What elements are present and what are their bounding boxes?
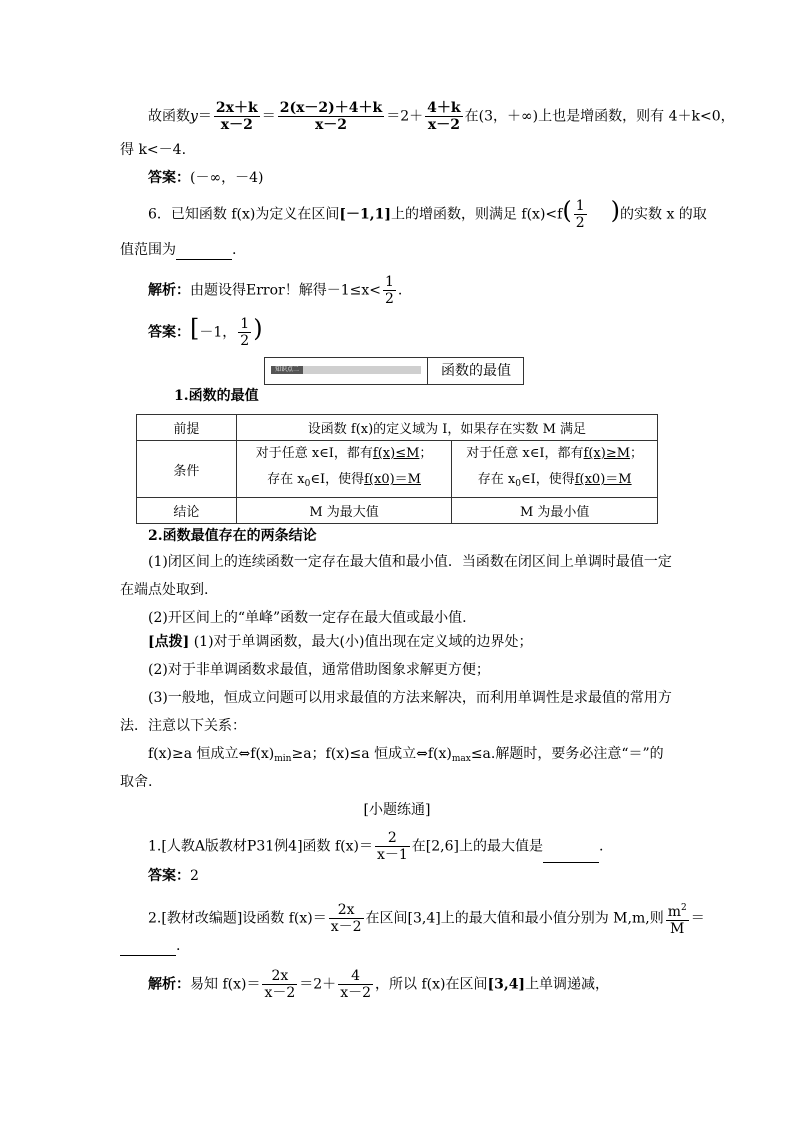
table-row [137,415,658,441]
text: ＝2＋ [299,976,337,993]
psol2-fraction-2 [338,968,373,1001]
q6-interval: [－1,1] [339,206,391,223]
fraction-numerator: 2x [262,968,297,985]
equals-sign: ＝ [197,108,212,125]
banner-title: 函数的最值 [441,363,511,379]
practice-question-1 [148,830,603,863]
tip-text: (1)对于单调函数，最大(小)值出现在定义域的边界处； [189,634,533,650]
paragraph: (3)一般地，恒成立问题可以用求最值的方法来解决，而利用单调性是求最值的常用方 [148,690,672,706]
solution-label: 解析： [148,976,190,993]
subscript-min: min [274,754,292,764]
fraction-denominator: 2 [385,291,394,307]
bracket-open: [ [190,314,200,343]
superscript: 2 [680,903,687,913]
underlined-text: f(x0)＝M [574,472,632,487]
fraction-2 [278,100,385,133]
table-cell-label: 结论 [137,498,237,524]
banner-bar [271,366,421,374]
text: ≥a；f(x)≤a 恒成立⇔f(x) [291,746,452,762]
answer-label: 答案： [148,324,190,341]
solution-line-2: 得 k<－4. [120,142,187,158]
text: ∈I，使得 [520,472,575,487]
table-cell-premise: 设函数 f(x)的定义域为 I，如果存在实数 M 满足 [236,415,657,441]
fraction-numerator: 4 [338,968,373,985]
period: . [397,282,403,299]
fraction-denominator: 2 [240,333,250,349]
table-cell-max-condition [236,441,452,498]
question-6-line2 [120,240,236,260]
section-banner [264,357,524,385]
pq2-fraction [329,902,364,935]
fraction-numerator: m [667,904,681,920]
pq1-fraction [375,830,410,863]
text: f(x)≥a 恒成立⇔f(x) [148,746,275,762]
fraction-numerator: 1 [385,274,394,290]
text-mid: ＝2＋ [386,108,424,125]
q6-fraction [574,198,587,231]
pq2-ratio-fraction [666,900,689,937]
paragraph: (2)开区间上的“单峰”函数一定存在最大值或最小值. [148,610,467,626]
section-2-title: 2.函数最值存在的两条结论 [148,528,317,544]
fraction-denominator: 2 [575,215,585,231]
question-6 [148,198,707,231]
text: ≤a.解题时，要务必注意“＝”的 [470,746,664,762]
tip-paragraph [148,632,532,652]
sol6-fraction [383,274,396,307]
fraction-denominator: x－2 [314,117,348,133]
fraction-denominator: x－2 [264,985,296,1001]
text: 对于任意 x∈I，都有 [466,446,584,461]
table-row [137,441,658,498]
fraction-denominator: x－2 [427,117,460,133]
text: 对于任意 x∈I，都有 [255,446,373,461]
fraction-denominator: x－2 [330,919,362,935]
solution-continuation-line [148,100,735,133]
ans6-fraction [238,316,251,349]
tip-label: [点拨] [148,634,190,650]
practice-question-2-line2 [120,936,180,956]
fraction-denominator: x－2 [340,985,371,1001]
subscript-max: max [451,754,471,764]
practice-answer-1 [148,866,199,886]
underlined-text: f(x0)＝M [364,472,421,487]
fraction-numerator: 2 [375,830,410,847]
q6-text-c: 的实数 x 的取 [620,206,707,223]
table-row [137,498,658,524]
fraction-numerator: 4＋k [427,100,461,116]
table-cell-label: 条件 [137,441,237,498]
answer-blank[interactable] [120,941,176,956]
text: ∈I，使得 [310,472,365,487]
answer-value: 2 [190,868,199,884]
text-lead: 故函数 [148,108,190,125]
fraction-numerator: 1 [575,198,585,214]
fraction-denominator: x－2 [220,117,253,133]
table-cell-label: 前提 [137,415,237,441]
definition-table [136,414,658,524]
table-cell-max-conclusion: M 为最大值 [236,498,452,524]
paragraph: 在端点处取到. [120,582,209,598]
relation-line [148,744,664,769]
text: 在[2,6]上的最大值是 [411,838,543,855]
answer-text: －1， [199,324,237,341]
answer-1 [148,168,264,188]
text: ； [630,446,644,461]
fraction-numerator: 1 [240,316,250,332]
q6-text-b: 上的增函数，则满足 f(x)<f [390,206,563,223]
fraction-numerator: 2x＋k [215,100,258,116]
text: 存在 x [267,472,305,487]
text: 上单调递减， [525,976,610,993]
paren-close: ) [253,314,263,343]
equals-sign: ＝ [261,108,276,125]
period: . [599,838,604,855]
solution-6 [148,274,402,307]
practice-question-2 [148,900,705,937]
text: ； [419,446,433,461]
fraction-denominator: M [670,921,685,937]
table-cell-min-condition [452,441,658,498]
var-y: y [190,108,198,125]
paragraph: (1)闭区间上的连续函数一定存在最大值和最小值．当函数在闭区间上单调时最值一定 [148,554,672,570]
table-cell-min-conclusion: M 为最小值 [452,498,658,524]
banner-tag: 知识点二 [271,366,303,374]
period: . [176,938,181,954]
answer-label: 答案： [148,868,190,884]
underlined-text: f(x)≥M [583,446,631,461]
paragraph: 法．注意以下关系： [120,718,246,734]
text: 2.[教材改编题]设函数 f(x)＝ [148,910,327,927]
paragraph: (2)对于非单调函数求最值，通常借助图象求解更方便； [148,662,490,678]
fraction-1 [214,100,260,133]
fraction-3 [425,100,462,133]
answer-label: 答案： [148,170,190,186]
solution-label: 解析： [148,282,190,299]
answer-blank[interactable] [176,245,232,260]
paren-open: ( [562,196,572,225]
text: 易知 f(x)＝ [190,976,261,993]
underlined-text: f(x)≤M [372,446,420,461]
practice-title: [小题练通] [363,802,431,818]
fraction-numerator: 2(x－2)＋4＋k [279,100,383,116]
equals-sign: ＝ [690,910,705,927]
text: 在区间[3,4]上的最大值和最小值分别为 M,m,则 [365,910,664,927]
q6-line2-text: 值范围为 [120,242,176,258]
answer-6 [148,316,263,349]
psol2-fraction-1 [262,968,297,1001]
period: . [232,242,237,258]
subscript: 0 [515,479,521,489]
fraction-denominator: x－1 [376,847,408,863]
subscript: 0 [304,479,311,489]
q6-text-a: 6．已知函数 f(x)为定义在区间 [148,206,340,223]
interval: [3,4] [487,976,526,993]
text: 存在 x [477,472,516,487]
paren-close: ) [610,196,621,225]
text-tail: 在(3，＋∞)上也是增函数，则有 4＋k<0， [464,108,735,125]
fraction-numerator: 2x [329,902,364,919]
answer-value: (－∞，－4) [190,170,264,186]
answer-blank[interactable] [543,848,599,863]
section-1-title: 1.函数的最值 [174,388,259,404]
text: 1.[人教A版教材P31例4]函数 f(x)＝ [148,838,373,855]
paragraph: 取舍. [120,774,153,790]
solution-text: 由题设得Error！解得－1≤x< [190,282,381,299]
practice-solution-2 [148,968,609,1001]
text: ，所以 f(x)在区间 [375,976,488,993]
